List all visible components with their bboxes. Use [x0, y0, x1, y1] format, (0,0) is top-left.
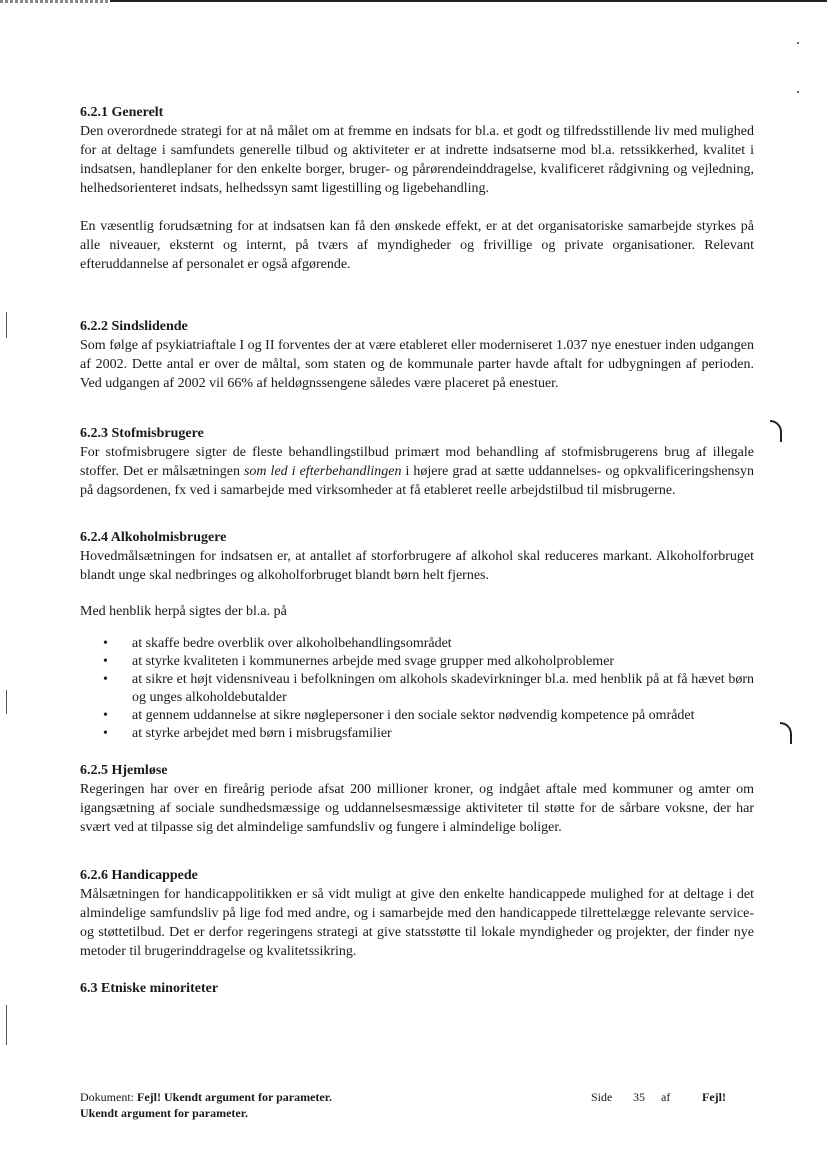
margin-line [6, 312, 7, 338]
section-heading: 6.2.3 Stofmisbrugere [80, 426, 204, 441]
list-item-text: at styrke kvaliteten i kommunernes arbejde med svage grupper med alkoholproblemer [132, 654, 615, 669]
bullet-list [80, 635, 754, 743]
scan-speck [797, 91, 799, 93]
section-heading: 6.2.4 Alkoholmisbrugere [80, 530, 227, 545]
footer-doc-error: Fejl! Ukendt argument for parameter. [137, 1090, 332, 1104]
bullet-icon: • [103, 672, 108, 687]
list-item-text: at gennem uddannelse at sikre nøglepersoner i den sociale sektor nødvendig kompetence på området [132, 708, 695, 723]
section-6-2-2 [80, 317, 754, 393]
paragraph: Den overordnede strategi for at nå målet om at fremme en indsats for bl.a. et godt og tilfredsstillende liv med mulighed for at deltage i samfundets generelle tilbud og aktiviteter er at indrette indsatserne mod bl.a. retssikkerhed, kvalitet i indsatsen, handleplaner for den enkelte borger, bruger- og pårørendeinddragelse, kvalificeret rådgivning og vejledning, helhedsorienteret indsats, helhedssyn samt ligestilling og ligebehandling. [80, 124, 754, 196]
paragraph: Målsætningen for handicappolitikken er så vidt muligt at give den enkelte handicappede mulighed for at deltage i det almindelige samfundsliv på lige fod med andre, og i samarbejde med den handicappede tilrettelægge relevante service- og støttetilbud. Det er derfor regeringens strategi at give statsstøtte til lokale myndigheder og projekter, der finder nye metoder til brugerinddragelse og kvalitetssikring. [80, 887, 754, 959]
paragraph: Regeringen har over en fireårig periode afsat 200 millioner kroner, og indgået aftale med kommuner og amter om igangsætning af sociale sundhedsmæssige og uddannelsesmæssige aktiviteter til støtte for de sårbare voksne, der har svært ved at tilpasse sig det almindelige samfundsliv og fungere i almindelige boliger. [80, 782, 754, 835]
section-6-2-3 [80, 424, 754, 500]
scan-speck [797, 42, 799, 44]
bullet-icon: • [103, 636, 108, 651]
section-heading: 6.2.1 Generelt [80, 105, 164, 120]
margin-line [6, 1005, 7, 1045]
list-item [80, 707, 754, 725]
top-rule [0, 0, 827, 2]
section-heading: 6.2.6 Handicappede [80, 868, 198, 883]
section-6-2-4 [80, 528, 754, 743]
list-item [80, 671, 754, 707]
footer-doc-label: Dokument: [80, 1090, 137, 1104]
list-item-text: at styrke arbejdet med børn i misbrugsfamilier [132, 726, 392, 741]
section-6-3 [80, 979, 754, 998]
list-item [80, 653, 754, 671]
paragraph-text: For stofmisbrugere sigter de fleste behandlingstilbud primært mod behandling af stofmisbrugerens brug af illegale stoffer. Det er målsætningen [80, 445, 754, 479]
list-item-text: at sikre et højt vidensniveau i befolkningen om alkohols skadevirkninger bl.a. med henblik på at få hævet børn og unges alkoholdebutalder [132, 672, 754, 705]
bullet-icon: • [103, 708, 108, 723]
footer-doc-error-continued: Ukendt argument for parameter. [80, 1106, 248, 1120]
section-heading: 6.3 Etniske minoriteter [80, 981, 219, 996]
footer-document-info [80, 1089, 500, 1121]
paragraph: En væsentlig forudsætning for at indsatsen kan få den ønskede effekt, er at det organisatoriske samarbejde styrkes på alle niveauer, eksternt og internt, på tværs af myndigheder og frivillige og private organisationer. Relevant efteruddannelse af personalet er også afgørende. [80, 219, 754, 272]
paragraph-text: i højere grad at sætte uddannelses- og opkvalificeringshensyn på dagsordenen, fx ved i samarbejde med virksomheder at få etableret reelle arbejdstilbud til misbrugerne. [80, 464, 754, 498]
section-6-2-6 [80, 866, 754, 961]
section-heading: 6.2.2 Sindslidende [80, 319, 188, 334]
top-rule-fade [0, 0, 110, 3]
scan-mark [770, 420, 782, 442]
paragraph: Hovedmålsætningen for indsatsen er, at antallet af storforbrugere af alkohol skal reduceres markant. Alkoholforbruget blandt unge skal nedbringes og alkoholforbruget blandt børn helt fjernes. [80, 549, 754, 583]
scan-mark [780, 722, 792, 744]
italic-phrase: som led i efterbehandlingen [243, 464, 402, 479]
list-item-text: at skaffe bedre overblik over alkoholbehandlingsområdet [132, 636, 452, 651]
section-6-2-1 [80, 103, 754, 274]
footer-page-number: 35 [633, 1090, 645, 1104]
paragraph [80, 443, 754, 500]
bullet-icon: • [103, 654, 108, 669]
list-item [80, 635, 754, 653]
bullet-icon: • [103, 726, 108, 741]
section-heading: 6.2.5 Hjemløse [80, 763, 168, 778]
footer-side-label: Side [591, 1090, 613, 1104]
paragraph: Med henblik herpå sigtes der bl.a. på [80, 604, 287, 619]
margin-line [6, 690, 7, 714]
section-6-2-5 [80, 761, 754, 837]
footer-of-label: af [661, 1090, 671, 1104]
paragraph: Som følge af psykiatriaftale I og II forventes der at være etableret eller moderniseret 1.037 nye enestuer inden udgangen af 2002. Dette antal er over de måltal, som staten og de kommunale parter havde aftalt for udbygningen af perioden. Ved udgangen af 2002 vil 66% af heldøgnssengene således være placeret på enestuer. [80, 338, 754, 391]
list-item [80, 725, 754, 743]
footer-total-error: Fejl! [702, 1090, 726, 1104]
